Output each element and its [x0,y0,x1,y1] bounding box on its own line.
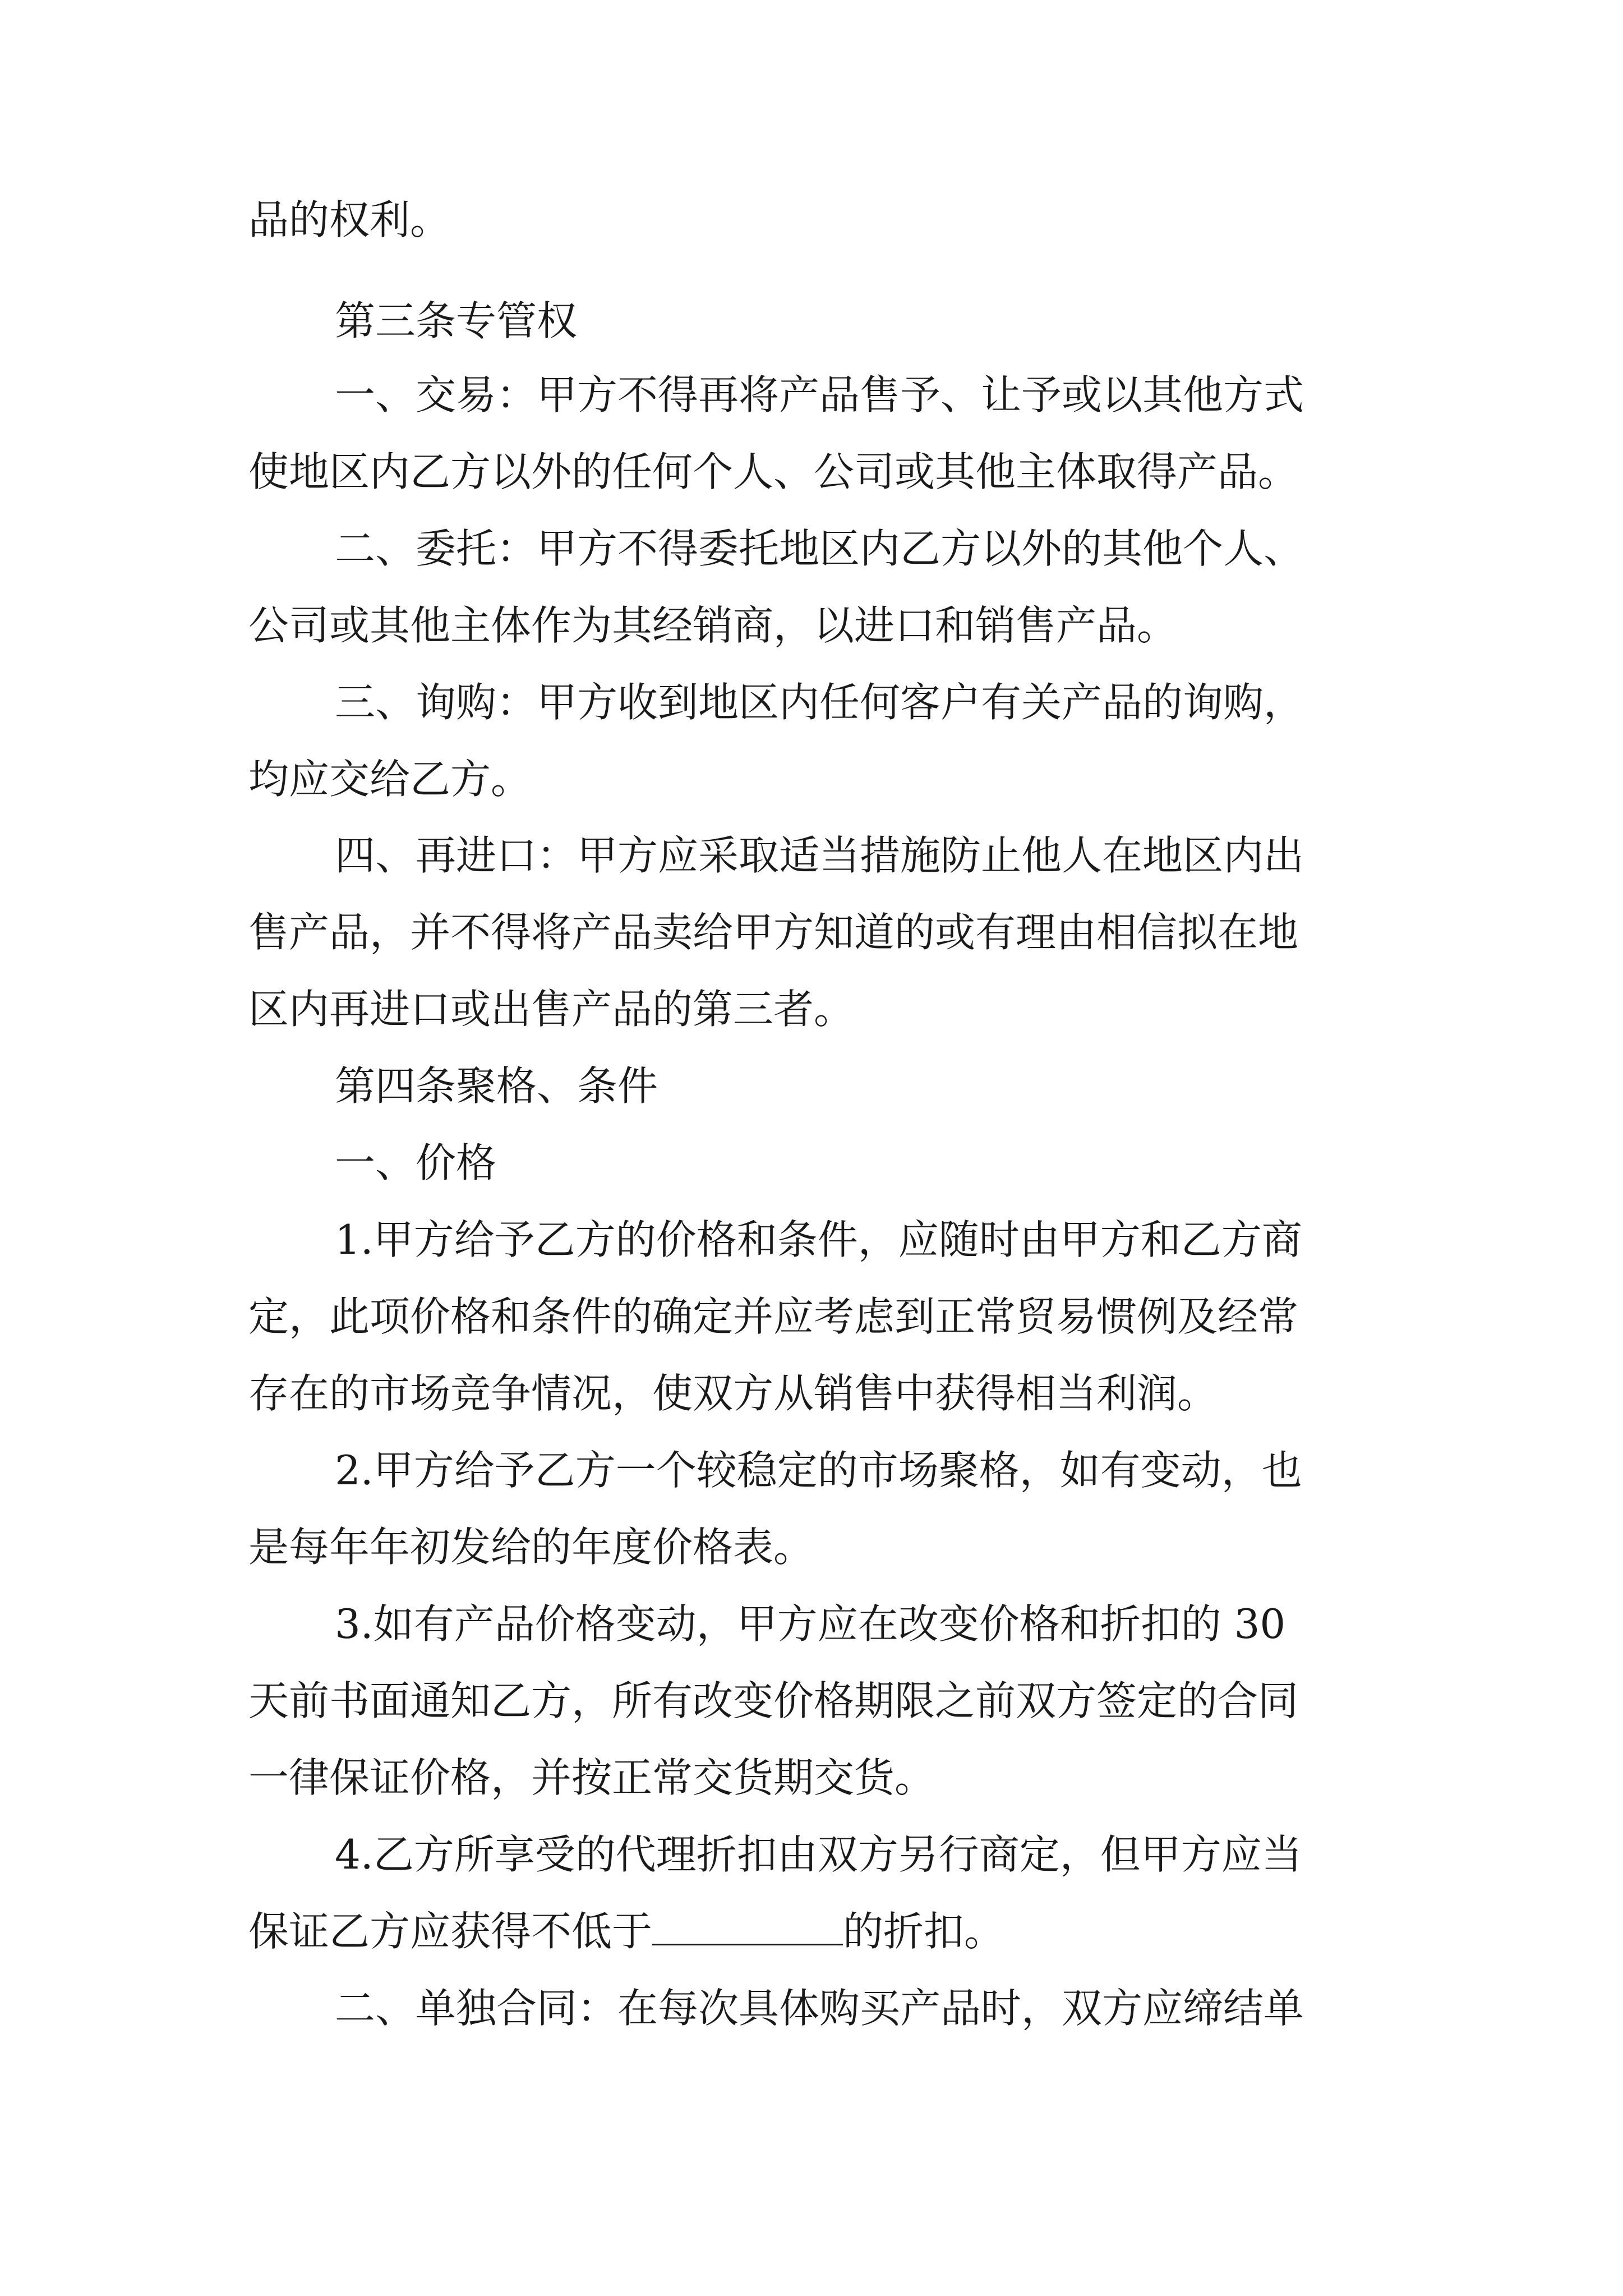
text-line-with-blank [248,1906,1004,1957]
text-line: 一、交易：甲方不得再将产品售予、让予或以其他方式 [335,371,1304,418]
text-line: 使地区内乙方以外的任何个人、公司或其他主体取得产品。 [248,448,1299,495]
text-line: 均应交给乙方。 [248,756,532,803]
text-line: 2.甲方给予乙方一个较稳定的市场聚格，如有变动，也 [335,1447,1302,1494]
section-heading: 第三条专管权 [335,297,578,344]
text-line: 二、单独合同：在每次具体购买产品时，双方应缔结单 [335,1985,1304,2032]
text-line: 定，此项价格和条件的确定并应考虑到正常贸易惯例及经常 [248,1293,1299,1340]
section-heading: 第四条聚格、条件 [335,1062,658,1110]
text-line: 二、委托：甲方不得委托地区内乙方以外的其他个人、 [335,525,1304,572]
fill-in-blank [652,1909,843,1945]
text-before-blank: 保证乙方应获得不低于 [248,1908,653,1955]
text-line: 4.乙方所享受的代理折扣由双方另行商定，但甲方应当 [335,1831,1302,1878]
text-line: 四、再进口：甲方应采取适当措施防止他人在地区内出 [335,832,1304,879]
text-line: 3.如有产品价格变动，甲方应在改变价格和折扣的 30 [335,1600,1286,1648]
subsection-heading: 一、价格 [335,1139,497,1186]
text-after-blank: 的折扣。 [843,1908,1005,1955]
text-line: 存在的市场竞争情况，使双方从销售中获得相当利润。 [248,1370,1218,1417]
text-line: 区内再进口或出售产品的第三者。 [248,986,855,1033]
text-line: 品的权利。 [248,196,451,243]
text-line: 1.甲方给予乙方的价格和条件，应随时由甲方和乙方商 [335,1216,1302,1263]
text-line: 一律保证价格，并按正常交货期交货。 [248,1754,935,1801]
text-line: 是每年年初发给的年度价格表。 [248,1524,814,1571]
text-line: 天前书面通知乙方，所有改变价格期限之前双方签定的合同 [248,1677,1299,1724]
text-line: 三、询购：甲方收到地区内任何客户有关产品的询购， [335,679,1304,726]
text-line: 公司或其他主体作为其经销商，以进口和销售产品。 [248,602,1178,649]
text-line: 售产品，并不得将产品卖给甲方知道的或有理由相信拟在地 [248,909,1299,956]
